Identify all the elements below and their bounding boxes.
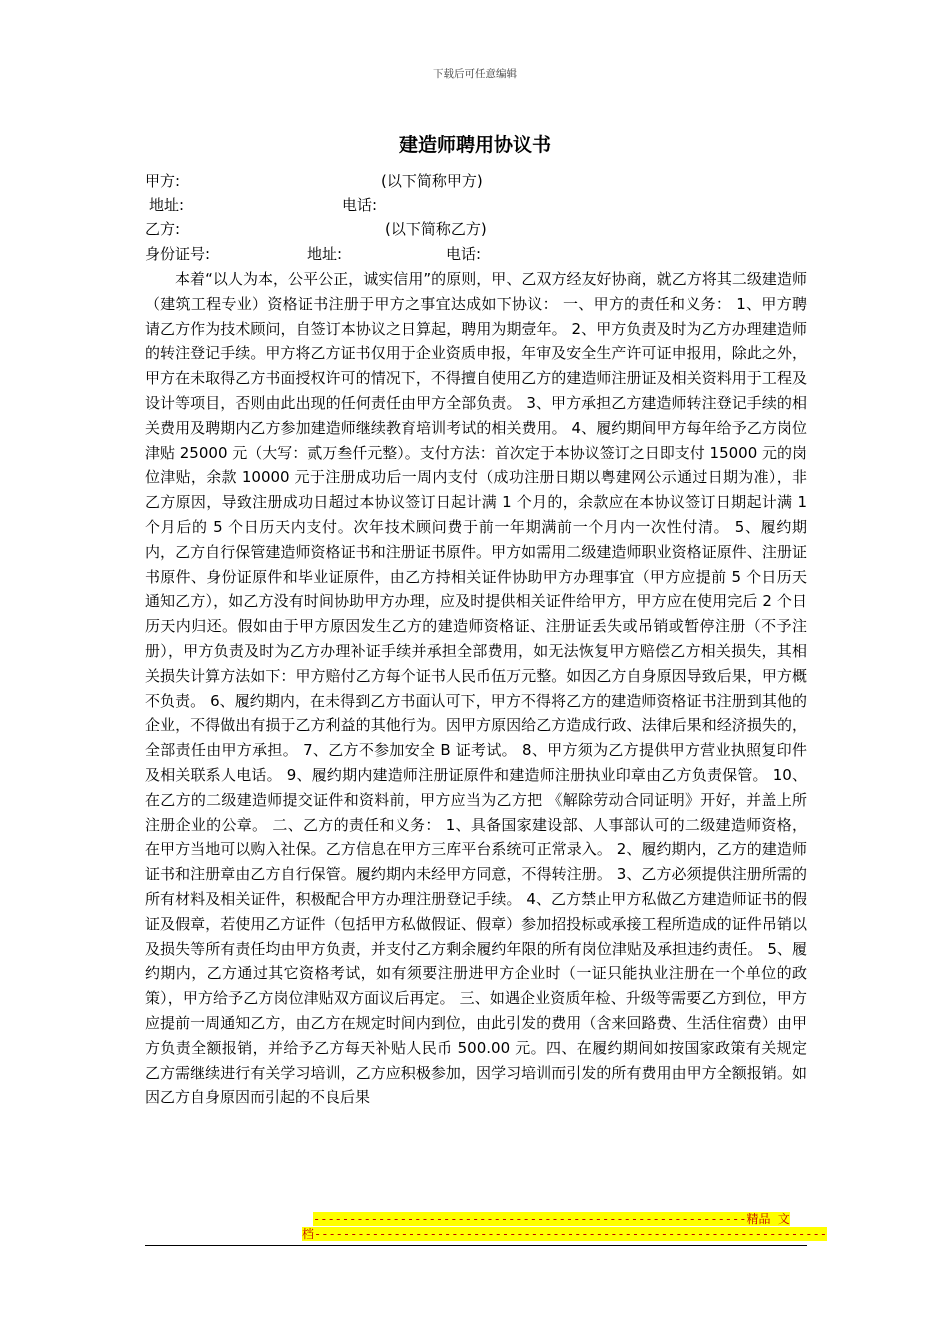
id-address-phone-line <box>145 242 482 267</box>
footer-divider <box>145 1245 807 1246</box>
party-a-alias: (以下简称甲方) <box>381 172 483 190</box>
document-title: 建造师聘用协议书 <box>398 134 551 156</box>
party-b-alias: (以下简称乙方) <box>385 220 487 238</box>
phone-label: 电话: <box>342 196 378 214</box>
address2-label: 地址: <box>307 245 343 263</box>
party-b-line <box>145 217 487 242</box>
address-phone-line <box>149 193 378 218</box>
footer-watermark-line2: 档----------------------------------------------------------------------- <box>302 1227 827 1241</box>
footer-watermark-line1: ------------------------------------------------------------精品 文 <box>313 1212 790 1226</box>
id-number-label: 身份证号: <box>145 245 211 263</box>
party-b-label: 乙方: <box>145 220 181 238</box>
party-a-line <box>145 169 483 194</box>
page-header-note: 下载后可任意编辑 <box>433 68 517 80</box>
address-label: 地址: <box>149 196 185 214</box>
phone2-label: 电话: <box>446 245 482 263</box>
agreement-body: 本着“以人为本，公平公正，诚实信用”的原则，甲、乙双方经友好协商，就乙方将其二级建造师（建筑工程专业）资格证书注册于甲方之事宜达成如下协议： 一、甲方的责任和义务： 1、甲方聘请乙方作为技术顾问，自签订本协议之日算起，聘用为期壹年。 2、甲方负责及时为乙方办理建造师的转注登记手续。甲方将乙方证书仅用于企业资质申报，年审及安全生产许可证申报用，除此之外，甲方在未取得乙方书面授权许可的情况下，不得擅自使用乙方的建造师注册证及相关资料用于工程及设计等项目，否则由此出现的任何责任由甲方全部负责。 3、甲方承担乙方建造师转注登记手续的相关费用及聘期内乙方参加建造师继续教育培训考试的相关费用。 4、履约期间甲方每年给予乙方岗位津贴 25000 元（大写：贰万叁仟元整）。支付方法：首次定于本协议签订之日即支付 15000 元的岗位津贴，余款 10000 元于注册成功后一周内支付（成功注册日期以粤建网公示通过日期为准），非乙方原因，导致注册成功日超过本协议签订日起计满 1 个月的，余款应在本协议签订日期起计满 1 个月后的 5 个日历天内支付。次年技术顾问费于前一年期满前一个月内一次性付清。 5、履约期内，乙方自行保管建造师资格证书和注册证书原件。甲方如需用二级建造师职业资格证原件、注册证书原件、身份证原件和毕业证原件，由乙方持相关证件协助甲方办理事宜（甲方应提前 5 个日历天通知乙方），如乙方没有时间协助甲方办理，应及时提供相关证件给甲方，甲方应在使用完后 2 个日历天内归还。假如由于甲方原因发生乙方的建造师资格证、注册证丢失或吊销或暂停注册（不予注册），甲方负责及时为乙方办理补证手续并承担全部费用，如无法恢复甲方赔偿乙方相关损失，其相关损失计算方法如下：甲方赔付乙方每个证书人民币伍万元整。如因乙方自身原因导致后果，甲方概不负责。 6、履约期内，在未得到乙方书面认可下，甲方不得将乙方的建造师资格证书注册到其他的企业，不得做出有损于乙方利益的其他行为。因甲方原因给乙方造成行政、法律后果和经济损失的，全部责任由甲方承担。 7、乙方不参加安全 B 证考试。 8、甲方须为乙方提供甲方营业执照复印件及相关联系人电话。 9、履约期内建造师注册证原件和建造师注册执业印章由乙方负责保管。 10、在乙方的二级建造师提交证件和资料前，甲方应当为乙方把 《解除劳动合同证明》开好，并盖上所注册企业的公章。 二、乙方的责任和义务： 1、具备国家建设部、人事部认可的二级建造师资格，在甲方当地可以购入社保。乙方信息在甲方三库平台系统可正常录入。 2、履约期内，乙方的建造师证书和注册章由乙方自行保管。履约期内未经甲方同意，不得转注册。 3、乙方必须提供注册所需的所有材料及相关证件，积极配合甲方办理注册登记手续。 4、乙方禁止甲方私做乙方建造师证书的假证及假章，若使用乙方证件（包括甲方私做假证、假章）参加招投标或承接工程所造成的证件吊销以及损失等所有责任均由甲方负责，并支付乙方剩余履约年限的所有岗位津贴及承担违约责任。 5、履约期内，乙方通过其它资格考试，如有须要注册进甲方企业时（一证只能执业注册在一个单位的政策），甲方给予乙方岗位津贴双方面议后再定。 三、如遇企业资质年检、升级等需要乙方到位，甲方应提前一周通知乙方，由乙方在规定时间内到位，由此引发的费用（含来回路费、生活住宿费）由甲方负责全额报销，并给予乙方每天补贴人民币 500.00 元。四、在履约期间如按国家政策有关规定乙方需继续进行有关学习培训，乙方应积极参加，因学习培训而引发的所有费用由甲方全额报销。如因乙方自身原因而引起的不良后果 <box>145 270 808 1107</box>
party-a-label: 甲方: <box>145 172 181 190</box>
